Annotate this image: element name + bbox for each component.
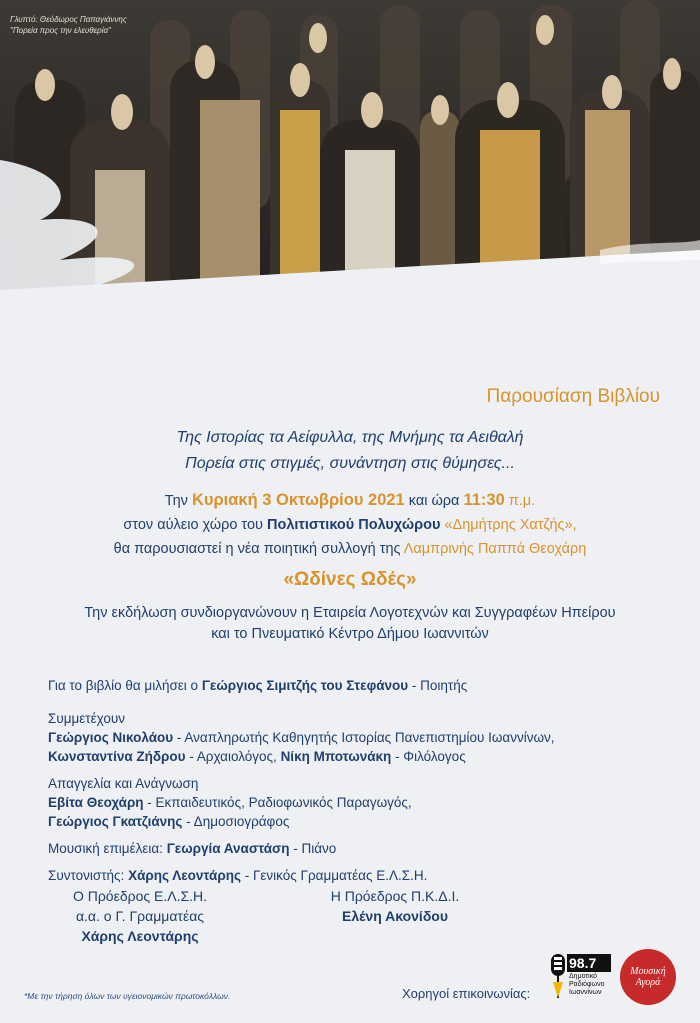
participant-role: - Φιλόλογος	[391, 749, 466, 764]
music-line	[48, 839, 678, 858]
book-title: «Ωδίνες Ωδές»	[283, 569, 417, 590]
participant-2-3	[48, 747, 678, 766]
coordinator-name: Χάρης Λεοντάρης	[128, 868, 241, 883]
signature-right	[320, 886, 470, 926]
signature-left-title: Ο Πρόεδρος Ε.Λ.Σ.Η.	[72, 888, 208, 904]
speaker-line	[48, 676, 678, 695]
sculpture-figures-illustration	[0, 0, 700, 400]
participant-name: Γεώργιος Νικολάου	[48, 730, 174, 745]
radio-name-line-3: Ιωαννίνων	[569, 989, 602, 996]
participant-1	[48, 728, 678, 747]
speaker-intro: Για το βιβλίο θα μιλήσει ο	[48, 678, 202, 693]
organizers	[0, 603, 700, 645]
recital-label: Απαγγελία και Ανάγνωση	[48, 776, 199, 791]
signature-right-title: Η Πρόεδρος Π.Κ.Δ.Ι.	[330, 888, 460, 904]
reciter-name: Εβίτα Θεοχάρη	[48, 795, 144, 810]
participants-label: Συμμετέχουν	[48, 711, 126, 726]
announce-text: και ώρα	[404, 493, 464, 509]
announcement-line-3	[0, 537, 700, 561]
radio-logo	[549, 952, 613, 1002]
photo-credit-title: "Πορεία προς την ελευθερία"	[10, 26, 111, 35]
participant-role: - Αναπληρωτής Καθηγητής Ιστορίας Πανεπιστημίου Ιωαννίνων,	[173, 730, 555, 745]
signature-left	[60, 886, 220, 946]
participant-name: Νίκη Μποτωνάκη	[280, 749, 392, 764]
event-time: 11:30	[463, 491, 505, 509]
music-logo-line-1: Μουσική	[630, 966, 666, 977]
announcement-line-1	[0, 488, 700, 513]
speaker-role: - Ποιητής	[408, 678, 468, 693]
page-heading: Παρουσίαση Βιβλίου	[486, 386, 660, 407]
music-name: Γεωργία Αναστάση	[166, 841, 290, 856]
subtitle-line-1: Της Ιστορίας τα Αείφυλλα, της Μνήμης τα Αειθαλή	[176, 429, 524, 446]
radio-name-line-2: Ραδιόφωνο	[569, 981, 605, 988]
music-role: - Πιάνο	[289, 841, 337, 856]
participant-role: - Αρχαιολόγος,	[185, 749, 281, 764]
health-protocol-note: *Με την τήρηση όλων των υγειονομικών πρωτοκόλλων.	[24, 991, 231, 1001]
reciter-2	[48, 812, 678, 831]
announce-text: Την	[164, 493, 192, 509]
subtitle	[0, 425, 700, 477]
reciter-role: - Δημοσιογράφος	[182, 814, 290, 829]
signature-right-name: Ελένη Ακονίδου	[341, 908, 449, 924]
organizers-line-2: και το Πνευματικό Κέντρο Δήμου Ιωαννιτών	[211, 626, 489, 642]
photo-credit-sculptor: Γλυπτό: Θεόδωρος Παπαγιάννης	[10, 15, 127, 24]
author-name: Λαμπρινής Παππά Θεοχάρη	[403, 541, 587, 557]
announce-text: θα παρουσιαστεί η νέα ποιητική συλλογή της	[113, 541, 404, 557]
reciter-role: - Εκπαιδευτικός, Ραδιοφωνικός Παραγωγός,	[143, 795, 412, 810]
announce-text: στον αύλειο χώρο του	[123, 517, 267, 533]
speaker-name: Γεώργιος Σιμιτζής του Στεφάνου	[201, 678, 409, 693]
music-logo-line-2: Αγορά	[635, 977, 661, 988]
event-date: Κυριακή 3 Οκτωβρίου 2021	[191, 491, 405, 509]
music-label: Μουσική επιμέλεια:	[48, 841, 167, 856]
reciter-1	[48, 793, 678, 812]
sculpture-photo	[0, 0, 700, 400]
venue-name: «Δημήτρης Χατζής»,	[440, 517, 577, 533]
coordinator-label: Συντονιστής:	[48, 868, 129, 883]
reciter-name: Γεώργιος Γκατζιάνης	[48, 814, 183, 829]
sponsors-label: Χορηγοί επικοινωνίας:	[402, 986, 531, 1001]
music-market-logo	[620, 949, 676, 1005]
signature-left-subtitle: α.α. ο Γ. Γραμματέας	[75, 908, 205, 924]
announcement-line-2	[0, 513, 700, 537]
signature-left-name: Χάρης Λεοντάρης	[81, 928, 199, 944]
subtitle-line-2: Πορεία στις στιγμές, συνάντηση στις θύμησες...	[185, 455, 515, 472]
radio-frequency: 98.7	[569, 955, 597, 971]
announcement	[0, 488, 700, 561]
participant-name: Κωνσταντίνα Ζήδρου	[48, 749, 186, 764]
event-time-suffix: π.μ.	[504, 493, 536, 509]
radio-name	[569, 973, 604, 997]
event-details	[48, 676, 678, 885]
radio-name-line-1: Δημοτικό	[569, 973, 598, 980]
organizers-line-1: Την εκδήλωση συνδιοργανώνουν η Εταιρεία Λογοτεχνών και Συγγραφέων Ηπείρου	[84, 605, 616, 621]
coordinator-line	[48, 866, 678, 885]
photo-credit	[10, 14, 127, 36]
coordinator-role: - Γενικός Γραμματέας Ε.Λ.Σ.Η.	[240, 868, 428, 883]
venue: Πολιτιστικού Πολυχώρου	[266, 517, 441, 533]
